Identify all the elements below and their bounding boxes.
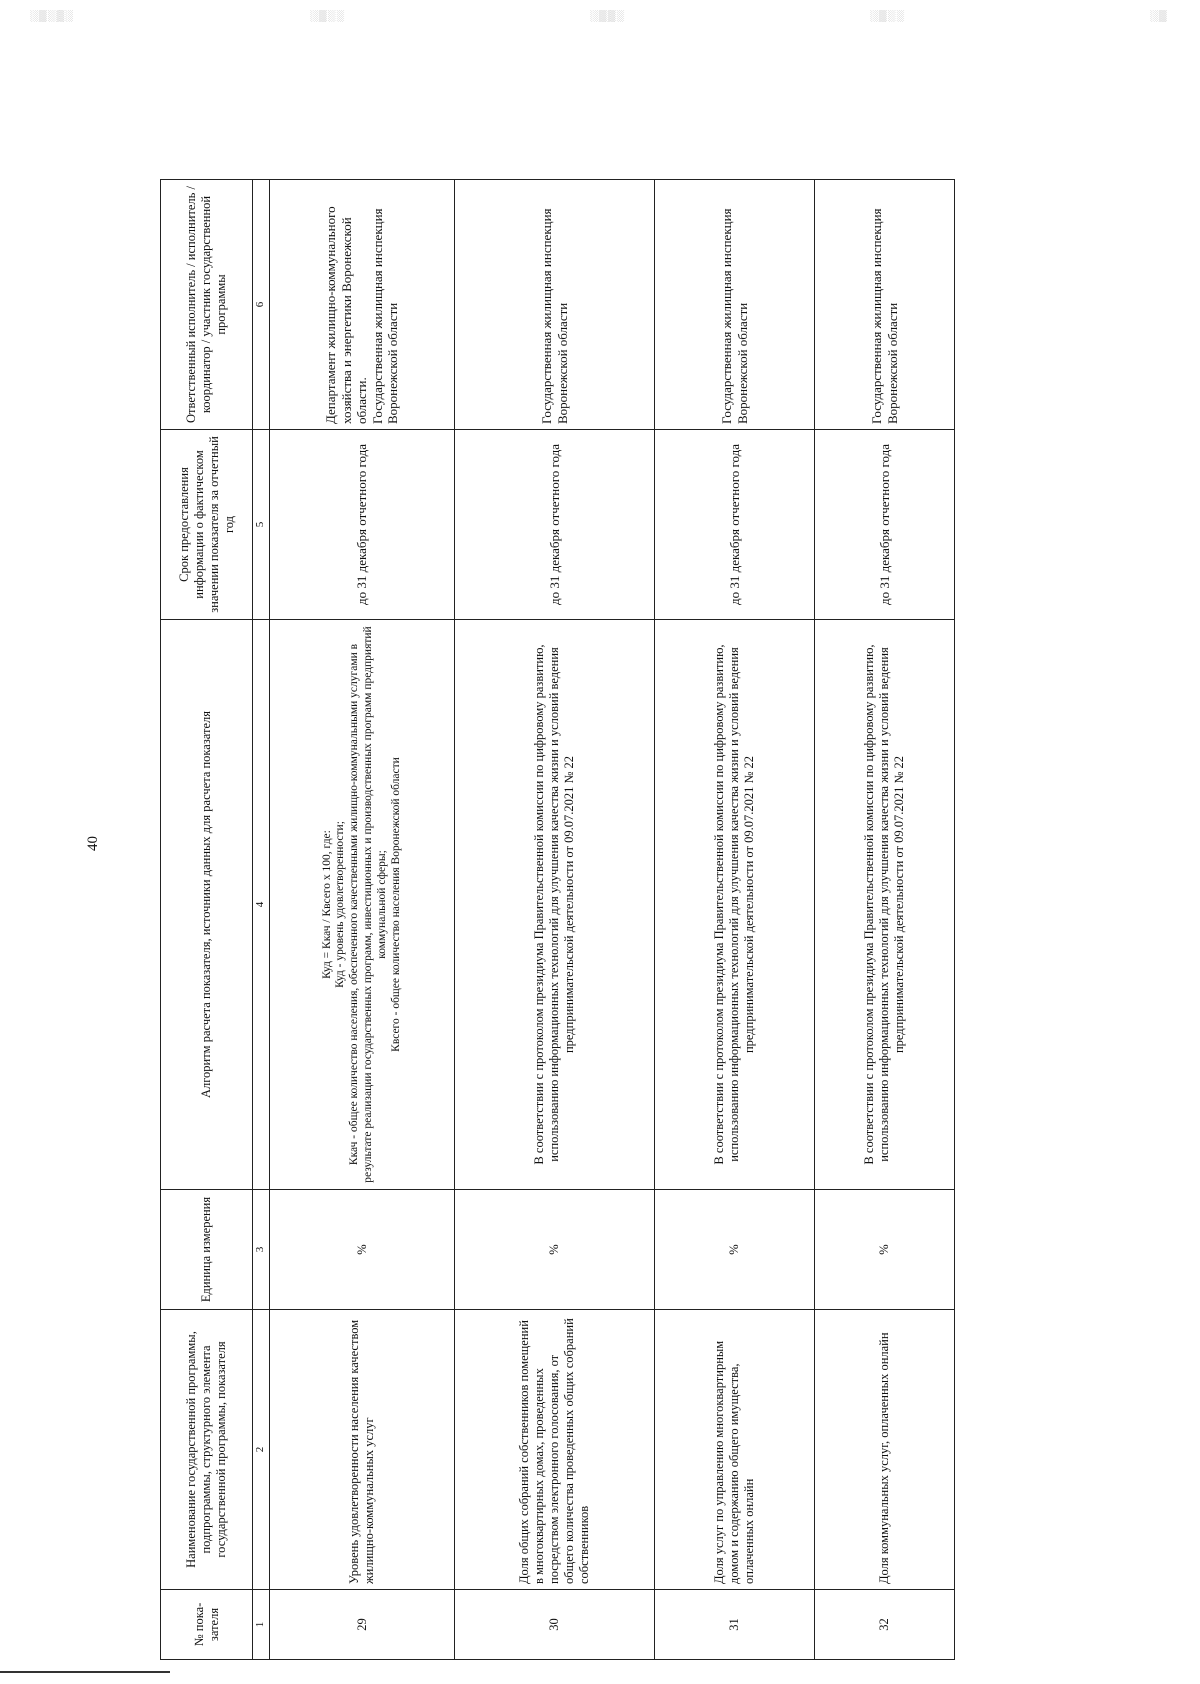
unit: % <box>455 1190 655 1310</box>
indicator-name: Доля коммунальных услуг, оплаченных онлайн <box>815 1310 955 1590</box>
algorithm: В соответствии с протоколом президиума Правительственной комиссии по цифровому развитию, использованию информационных технологий для улучшения качества жизни и условий ведения предпринимательской деятельности от 09.07.2021 № 22 <box>815 620 955 1190</box>
column-number: 1 <box>253 1590 270 1660</box>
row-number: 31 <box>655 1590 815 1660</box>
header-deadline: Срок предоставления информации о фактическом значении показателя за отчетный год <box>161 430 253 620</box>
scan-artifact: ░▒░▒░ <box>30 10 74 22</box>
algorithm-line: Куд - уровень удовлетворенности; <box>334 821 347 988</box>
deadline: до 31 декабря отчетного года <box>815 430 955 620</box>
responsible: Государственная жилищная инспекция Воронежской области <box>815 180 955 430</box>
header-name: Наименование государственной программы, подпрограммы, структурного элемента государственной программы, показателя <box>161 1310 253 1590</box>
page-number: 40 <box>85 836 101 851</box>
column-number: 5 <box>253 430 270 620</box>
row-number: 29 <box>270 1590 455 1660</box>
unit: % <box>270 1190 455 1310</box>
column-number: 6 <box>253 180 270 430</box>
scan-artifact: ░▒▒░ <box>590 10 626 22</box>
row-number: 30 <box>455 1590 655 1660</box>
column-number: 2 <box>253 1310 270 1590</box>
rotated-table-container <box>160 180 950 1660</box>
algorithm-line: Ккач - общее количество населения, обеспеченного качественными жилищно-коммунальными услугами в результате реализации государственных программ, инвестиционных и производственных программ предприятий коммунальной сферы; <box>348 626 388 1183</box>
header-unit: Единица измерения <box>161 1190 253 1310</box>
column-number: 4 <box>253 620 270 1190</box>
responsible: Государственная жилищная инспекция Воронежской области <box>655 180 815 430</box>
algorithm-line: Куд = Ккач / Квсего x 100, где: <box>320 830 333 979</box>
indicators-table <box>160 179 955 1660</box>
header-number: № пока-зателя <box>161 1590 253 1660</box>
responsible-line: Государственная жилищная инспекция Воронежской области <box>369 208 401 424</box>
header-algorithm: Алгоритм расчета показателя, источники данных для расчета показателя <box>161 620 253 1190</box>
scan-artifact: ░▒░░ <box>870 10 906 22</box>
responsible <box>270 180 455 430</box>
table-row <box>815 180 955 1660</box>
algorithm <box>270 620 455 1190</box>
header-row <box>161 180 253 1660</box>
indicator-name: Доля общих собраний собственников помещений в многоквартирных домах, проведенных посредством электронного голосования, от общего количества проведенных общих собраний собственников <box>455 1310 655 1590</box>
column-number: 3 <box>253 1190 270 1310</box>
deadline: до 31 декабря отчетного года <box>455 430 655 620</box>
unit: % <box>815 1190 955 1310</box>
table-row <box>655 180 815 1660</box>
deadline: до 31 декабря отчетного года <box>655 430 815 620</box>
bottom-rule <box>0 1671 170 1673</box>
table-row <box>270 180 455 1660</box>
header-responsible: Ответственный исполнитель / исполнитель / координатор / участник государственной программы <box>161 180 253 430</box>
table-row <box>455 180 655 1660</box>
responsible-line: Департамент жилищно-коммунального хозяйства и энергетики Воронежской области. <box>323 206 370 424</box>
scan-artifact: ░▒ <box>1150 10 1168 22</box>
scan-artifact: ░▒░░ <box>310 10 346 22</box>
responsible: Государственная жилищная инспекция Воронежской области <box>455 180 655 430</box>
indicator-name: Доля услуг по управлению многоквартирным домом и содержанию общего имущества, оплаченных онлайн <box>655 1310 815 1590</box>
column-number-row <box>253 180 270 1660</box>
algorithm: В соответствии с протоколом президиума Правительственной комиссии по цифровому развитию, использованию информационных технологий для улучшения качества жизни и условий ведения предпринимательской деятельности от 09.07.2021 № 22 <box>655 620 815 1190</box>
algorithm: В соответствии с протоколом президиума Правительственной комиссии по цифровому развитию, использованию информационных технологий для улучшения качества жизни и условий ведения предпринимательской деятельности от 09.07.2021 № 22 <box>455 620 655 1190</box>
algorithm-line: Квсего - общее количество населения Воронежской области <box>389 757 402 1052</box>
row-number: 32 <box>815 1590 955 1660</box>
deadline: до 31 декабря отчетного года <box>270 430 455 620</box>
unit: % <box>655 1190 815 1310</box>
indicator-name: Уровень удовлетворенности населения качеством жилищно-коммунальных услуг <box>270 1310 455 1590</box>
